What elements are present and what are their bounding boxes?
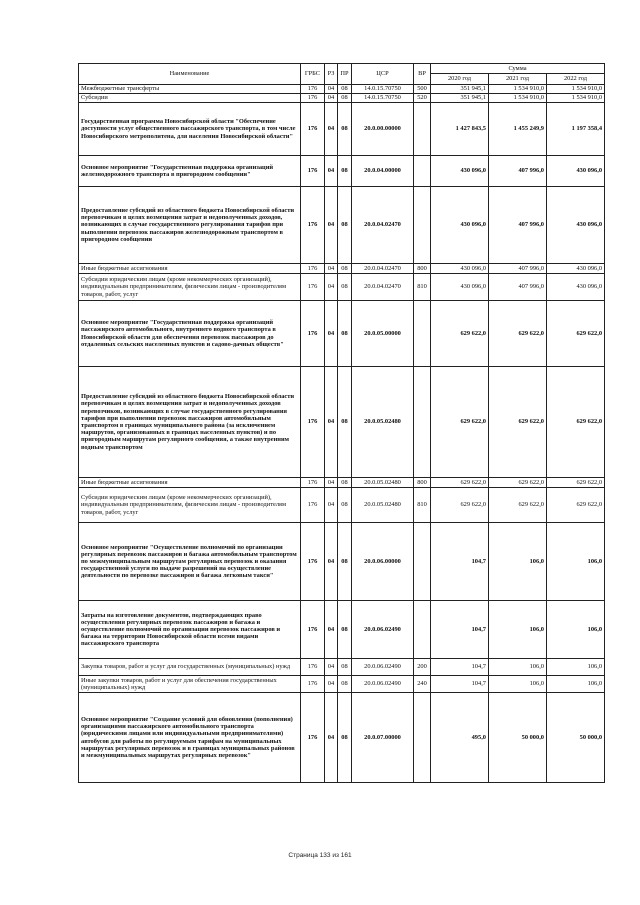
row-2021-cell: 407 996,0: [489, 264, 547, 274]
row-rz-cell: 04: [325, 85, 338, 94]
row-vr-cell: 810: [414, 488, 431, 523]
row-csr-cell: 20.0.04.02470: [352, 264, 414, 274]
row-2020-cell: 351 945,1: [431, 94, 489, 103]
row-grbs-cell: 176: [301, 274, 325, 301]
row-csr-cell: 20.0.06.00000: [352, 523, 414, 601]
row-csr-cell: 20.0.04.02470: [352, 274, 414, 301]
row-2020-cell: 430 096,0: [431, 156, 489, 187]
row-name-cell: Закупка товаров, работ и услуг для государственных (муниципальных) нужд: [79, 659, 301, 676]
table-row: [79, 676, 605, 693]
row-2020-cell: 351 945,1: [431, 85, 489, 94]
row-grbs-cell: 176: [301, 301, 325, 367]
header-rz: РЗ: [325, 64, 338, 85]
table-row: [79, 693, 605, 783]
row-csr-cell: 20.0.00.00000: [352, 103, 414, 156]
row-csr-cell: 20.0.05.02480: [352, 367, 414, 478]
table-row: [79, 301, 605, 367]
row-pr-cell: 08: [338, 301, 352, 367]
table-row: [79, 488, 605, 523]
row-rz-cell: 04: [325, 156, 338, 187]
row-rz-cell: 04: [325, 187, 338, 264]
row-pr-cell: 08: [338, 103, 352, 156]
table-row: [79, 478, 605, 488]
row-name-cell: Основное мероприятие "Государственная поддержка организаций пассажирского автомобильного, внутреннего водного транспорта в Новосибирской области для обеспечения перевозок пассажиров до отдаленных сельских населенных пунктов и садово-дачных обществ": [79, 301, 301, 367]
row-pr-cell: 08: [338, 264, 352, 274]
row-rz-cell: 04: [325, 274, 338, 301]
row-grbs-cell: 176: [301, 103, 325, 156]
row-name-cell: Предоставление субсидий из областного бюджета Новосибирской области перевозчикам в целях возмещения затрат и недополученных доходов, возникающих в случае государственного регулирования тарифов при выполнении перевозок пассажиров железнодорожным транспортом в пригородном сообщении: [79, 187, 301, 264]
header-csr: ЦСР: [352, 64, 414, 85]
row-vr-cell: 500: [414, 85, 431, 94]
row-name-cell: Основное мероприятие "Осуществление полномочий по организации регулярных перевозок пассажиров и багажа автомобильным транспортом по межмуниципальным маршрутам регулярных перевозок и оказания государственной услуги по выдаче разрешений на осуществление деятельности по перевозке пассажиров и багажа легковым такси": [79, 523, 301, 601]
table-row: [79, 601, 605, 659]
row-pr-cell: 08: [338, 85, 352, 94]
row-2021-cell: 106,0: [489, 676, 547, 693]
row-rz-cell: 04: [325, 693, 338, 783]
row-rz-cell: 04: [325, 659, 338, 676]
row-csr-cell: 20.0.05.02480: [352, 488, 414, 523]
row-2021-cell: 50 000,0: [489, 693, 547, 783]
row-rz-cell: 04: [325, 478, 338, 488]
row-2021-cell: 106,0: [489, 659, 547, 676]
row-grbs-cell: 176: [301, 488, 325, 523]
row-2022-cell: 50 000,0: [547, 693, 605, 783]
row-2021-cell: 106,0: [489, 523, 547, 601]
row-2022-cell: 1 534 910,0: [547, 85, 605, 94]
header-year-2022: 2022 год: [547, 74, 605, 85]
row-name-cell: Затраты на изготовление документов, подтверждающих право осуществления регулярных перевозок пассажиров и багажа и осуществление полномочий по организации перевозок пассажиров и багажа на территории Новосибирской области всеми видами пассажирского транспорта: [79, 601, 301, 659]
row-name-cell: Субсидии: [79, 94, 301, 103]
row-rz-cell: 04: [325, 676, 338, 693]
row-2022-cell: 430 096,0: [547, 187, 605, 264]
row-vr-cell: 810: [414, 274, 431, 301]
page-footer: Страница 133 из 161: [288, 852, 352, 859]
row-2022-cell: 1 197 358,4: [547, 103, 605, 156]
row-name-cell: Предоставление субсидий из областного бюджета Новосибирской области перевозчикам в целях возмещения затрат и недополученных доходов перевозчиков, возникающих в случае государственного регулирования тарифов при выполнении перевозок пассажиров автомобильным транспортом в границах муниципального района (за исключением маршрутов, организованных в границах населенных пунктов) и по пригородным маршрутам регулярного сообщения, а также внутренним водным транспортом: [79, 367, 301, 478]
row-grbs-cell: 176: [301, 187, 325, 264]
row-2022-cell: 430 096,0: [547, 264, 605, 274]
row-name-cell: Государственная программа Новосибирской области "Обеспечение доступности услуг общественного пассажирского транспорта, в том числе Новосибирского метрополитена, для населения Новосибирской области": [79, 103, 301, 156]
row-2020-cell: 430 096,0: [431, 264, 489, 274]
row-vr-cell: 800: [414, 264, 431, 274]
header-year-2021: 2021 год: [489, 74, 547, 85]
row-2021-cell: 1 534 910,0: [489, 85, 547, 94]
row-vr-cell: [414, 187, 431, 264]
row-pr-cell: 08: [338, 488, 352, 523]
table-row: [79, 94, 605, 103]
row-2020-cell: 629 622,0: [431, 478, 489, 488]
row-vr-cell: [414, 601, 431, 659]
row-vr-cell: [414, 523, 431, 601]
row-pr-cell: 08: [338, 523, 352, 601]
row-2022-cell: 106,0: [547, 523, 605, 601]
table-row: [79, 274, 605, 301]
row-pr-cell: 08: [338, 94, 352, 103]
header-year-2020: 2020 год: [431, 74, 489, 85]
row-2020-cell: 104,7: [431, 676, 489, 693]
table-row: [79, 523, 605, 601]
row-2022-cell: 629 622,0: [547, 488, 605, 523]
row-csr-cell: 20.0.06.02490: [352, 659, 414, 676]
table-row: [79, 85, 605, 94]
row-2022-cell: 1 534 910,0: [547, 94, 605, 103]
row-2021-cell: 1 534 910,0: [489, 94, 547, 103]
row-rz-cell: 04: [325, 601, 338, 659]
row-csr-cell: 14.0.15.70750: [352, 85, 414, 94]
row-grbs-cell: 176: [301, 94, 325, 103]
table-body: [79, 85, 605, 783]
row-2022-cell: 629 622,0: [547, 367, 605, 478]
row-vr-cell: [414, 103, 431, 156]
row-2022-cell: 106,0: [547, 659, 605, 676]
row-csr-cell: 20.0.06.02490: [352, 676, 414, 693]
row-2021-cell: 106,0: [489, 601, 547, 659]
row-2021-cell: 407 996,0: [489, 274, 547, 301]
row-vr-cell: [414, 693, 431, 783]
row-pr-cell: 08: [338, 367, 352, 478]
row-rz-cell: 04: [325, 367, 338, 478]
row-grbs-cell: 176: [301, 523, 325, 601]
row-2020-cell: 104,7: [431, 601, 489, 659]
row-grbs-cell: 176: [301, 659, 325, 676]
row-2020-cell: 629 622,0: [431, 367, 489, 478]
row-rz-cell: 04: [325, 523, 338, 601]
row-2021-cell: 629 622,0: [489, 478, 547, 488]
row-2022-cell: 629 622,0: [547, 301, 605, 367]
row-csr-cell: 20.0.04.02470: [352, 187, 414, 264]
row-2020-cell: 495,0: [431, 693, 489, 783]
row-grbs-cell: 176: [301, 367, 325, 478]
row-csr-cell: 20.0.07.00000: [352, 693, 414, 783]
row-2021-cell: 629 622,0: [489, 367, 547, 478]
row-name-cell: Основное мероприятие "Государственная поддержка организаций железнодорожного транспорта в пригородном сообщении": [79, 156, 301, 187]
row-rz-cell: 04: [325, 103, 338, 156]
row-2022-cell: 106,0: [547, 601, 605, 659]
row-2021-cell: 1 455 249,9: [489, 103, 547, 156]
row-name-cell: Иные бюджетные ассигнования: [79, 478, 301, 488]
row-name-cell: Межбюджетные трансферты: [79, 85, 301, 94]
row-name-cell: Основное мероприятие "Создание условий для обновления (пополнения) организациями пассажирского автомобильного транспорта (юридическими лицами или индивидуальными предпринимателями) автобусов для работы по регулируемым тарифам на муниципальных маршрутах регулярных перевозок и в границах муниципальных районов и межмуниципальных маршрутах регулярных перевозок": [79, 693, 301, 783]
row-pr-cell: 08: [338, 478, 352, 488]
header-vr: ВР: [414, 64, 431, 85]
row-rz-cell: 04: [325, 488, 338, 523]
row-csr-cell: 20.0.04.00000: [352, 156, 414, 187]
row-2020-cell: 104,7: [431, 659, 489, 676]
table-row: [79, 156, 605, 187]
table-row: [79, 659, 605, 676]
row-2021-cell: 407 996,0: [489, 156, 547, 187]
row-2020-cell: 1 427 843,5: [431, 103, 489, 156]
row-grbs-cell: 176: [301, 676, 325, 693]
row-2021-cell: 629 622,0: [489, 488, 547, 523]
row-name-cell: Субсидии юридическим лицам (кроме некоммерческих организаций), индивидуальным предпринимателям, физическим лицам - производителям товаров, работ, услуг: [79, 274, 301, 301]
row-name-cell: Иные бюджетные ассигнования: [79, 264, 301, 274]
table-row: [79, 103, 605, 156]
row-2022-cell: 629 622,0: [547, 478, 605, 488]
row-csr-cell: 20.0.06.02490: [352, 601, 414, 659]
row-grbs-cell: 176: [301, 478, 325, 488]
row-vr-cell: 240: [414, 676, 431, 693]
row-2022-cell: 106,0: [547, 676, 605, 693]
row-rz-cell: 04: [325, 94, 338, 103]
row-pr-cell: 08: [338, 274, 352, 301]
header-grbs: ГРБС: [301, 64, 325, 85]
row-name-cell: Иные закупки товаров, работ и услуг для обеспечения государственных (муниципальных) нужд: [79, 676, 301, 693]
row-vr-cell: [414, 367, 431, 478]
header-pr: ПР: [338, 64, 352, 85]
budget-table: [78, 63, 605, 783]
row-rz-cell: 04: [325, 301, 338, 367]
row-pr-cell: 08: [338, 659, 352, 676]
row-2020-cell: 430 096,0: [431, 274, 489, 301]
row-2021-cell: 629 622,0: [489, 301, 547, 367]
row-grbs-cell: 176: [301, 264, 325, 274]
row-grbs-cell: 176: [301, 85, 325, 94]
row-vr-cell: [414, 301, 431, 367]
row-pr-cell: 08: [338, 156, 352, 187]
header-sum: Сумма: [431, 64, 605, 74]
header-name: Наименование: [79, 64, 301, 85]
row-pr-cell: 08: [338, 693, 352, 783]
row-2021-cell: 407 996,0: [489, 187, 547, 264]
row-grbs-cell: 176: [301, 156, 325, 187]
row-grbs-cell: 176: [301, 601, 325, 659]
row-vr-cell: 520: [414, 94, 431, 103]
row-pr-cell: 08: [338, 601, 352, 659]
row-rz-cell: 04: [325, 264, 338, 274]
row-2020-cell: 629 622,0: [431, 488, 489, 523]
row-pr-cell: 08: [338, 676, 352, 693]
row-2022-cell: 430 096,0: [547, 274, 605, 301]
row-2022-cell: 430 096,0: [547, 156, 605, 187]
row-pr-cell: 08: [338, 187, 352, 264]
row-vr-cell: [414, 156, 431, 187]
row-csr-cell: 20.0.05.00000: [352, 301, 414, 367]
table-row: [79, 187, 605, 264]
table-row: [79, 264, 605, 274]
row-2020-cell: 430 096,0: [431, 187, 489, 264]
row-name-cell: Субсидии юридическим лицам (кроме некоммерческих организаций), индивидуальным предпринимателям, физическим лицам - производителям товаров, работ, услуг: [79, 488, 301, 523]
row-vr-cell: 800: [414, 478, 431, 488]
row-grbs-cell: 176: [301, 693, 325, 783]
row-2020-cell: 104,7: [431, 523, 489, 601]
row-2020-cell: 629 622,0: [431, 301, 489, 367]
table-row: [79, 367, 605, 478]
row-csr-cell: 20.0.05.02480: [352, 478, 414, 488]
row-csr-cell: 14.0.15.70750: [352, 94, 414, 103]
row-vr-cell: 200: [414, 659, 431, 676]
